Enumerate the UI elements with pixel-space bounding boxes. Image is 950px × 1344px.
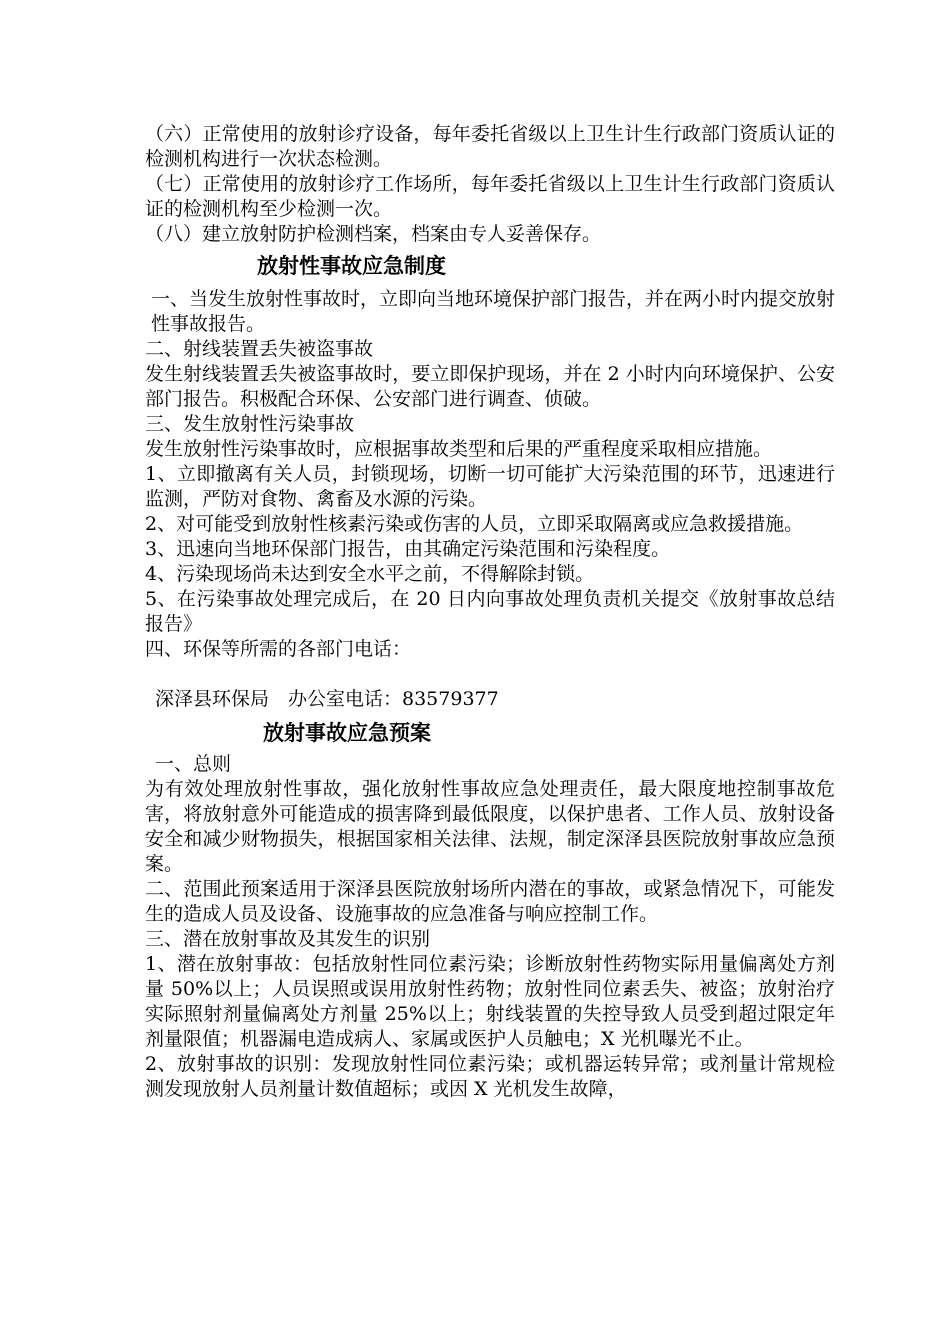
heading-emergency-plan: 放射事故应急预案	[263, 721, 431, 745]
document-body	[145, 122, 835, 1102]
paragraph-loss-theft-heading: 二、射线装置丢失被盗事故	[145, 338, 374, 360]
paragraph-purpose: 为有效处理放射性事故，强化放射性事故应急处理责任，最大限度地控制事故危害，将放射意外可能造成的损害降到最低限度，以保护患者、工作人员、放射设备安全和减少财物损失，根据国家相关法律、法规，制定深泽县医院放射事故应急预案。	[145, 778, 835, 875]
paragraph-contamination: 发生放射性污染事故时，应根据事故类型和后果的严重程度采取相应措施。	[145, 438, 773, 460]
paragraph-step-5: 5、在污染事故处理完成后，在 20 日内向事故处理负责机关提交《放射事故总结报告》	[145, 588, 835, 635]
paragraph-potential-accidents: 1、潜在放射事故：包括放射性同位素污染；诊断放射性药物实际用量偏离处方剂量 50%以上；人员误照或误用放射性药物；放射性同位素丢失、被盗；放射治疗实际照射剂量偏离处方剂量 25%以上；射线装置的失控导致人员受到超过限定年剂量限值；机器漏电造成病人、家属或医护人员触电；X 光机曝光不止。	[145, 953, 835, 1050]
paragraph-accident-identification: 2、放射事故的识别：发现放射性同位素污染；或机器运转异常；或剂量计常规检测发现放射人员剂量计数值超标；或因 X 光机发生故障，	[145, 1053, 835, 1100]
phone-line: 深泽县环保局 办公室电话：83579377	[155, 688, 499, 710]
paragraph-phones-heading: 四、环保等所需的各部门电话：	[145, 638, 412, 660]
paragraph-step-3: 3、迅速向当地环保部门报告，由其确定污染范围和污染程度。	[145, 538, 671, 560]
paragraph-loss-theft: 发生射线装置丢失被盗事故时，要立即保护现场，并在 2 小时内向环境保护、公安部门报告。积极配合环保、公安部门进行调查、侦破。	[145, 363, 835, 410]
blank-line	[145, 662, 835, 687]
paragraph-item-7: （七）正常使用的放射诊疗工作场所，每年委托省级以上卫生计生行政部门资质认证的检测机构至少检测一次。	[145, 173, 835, 220]
paragraph-item-6: （六）正常使用的放射诊疗设备，每年委托省级以上卫生计生行政部门资质认证的检测机构进行一次状态检测。	[145, 123, 835, 170]
paragraph-step-2: 2、对可能受到放射性核素污染或伤害的人员，立即采取隔离或应急救援措施。	[145, 513, 804, 535]
paragraph-contamination-heading: 三、发生放射性污染事故	[145, 413, 355, 435]
heading-emergency-system: 放射性事故应急制度	[257, 254, 446, 278]
paragraph-step-4: 4、污染现场尚未达到安全水平之前，不得解除封锁。	[145, 563, 595, 585]
paragraph-identification-heading: 三、潜在放射事故及其发生的识别	[145, 928, 431, 950]
paragraph-step-1: 1、立即撤离有关人员，封锁现场，切断一切可能扩大污染范围的环节，迅速进行监测，严防对食物、禽畜及水源的污染。	[145, 463, 835, 510]
paragraph-general: 一、总则	[155, 753, 232, 775]
paragraph-scope: 二、范围此预案适用于深泽县医院放射场所内潜在的事故，或紧急情况下，可能发生的造成人员及设备、设施事故的应急准备与响应控制工作。	[145, 878, 835, 925]
paragraph-report: 一、当发生放射性事故时，立即向当地环境保护部门报告，并在两小时内提交放射性事故报告。	[151, 288, 836, 335]
paragraph-item-8: （八）建立放射防护检测档案，档案由专人妥善保存。	[145, 223, 602, 245]
